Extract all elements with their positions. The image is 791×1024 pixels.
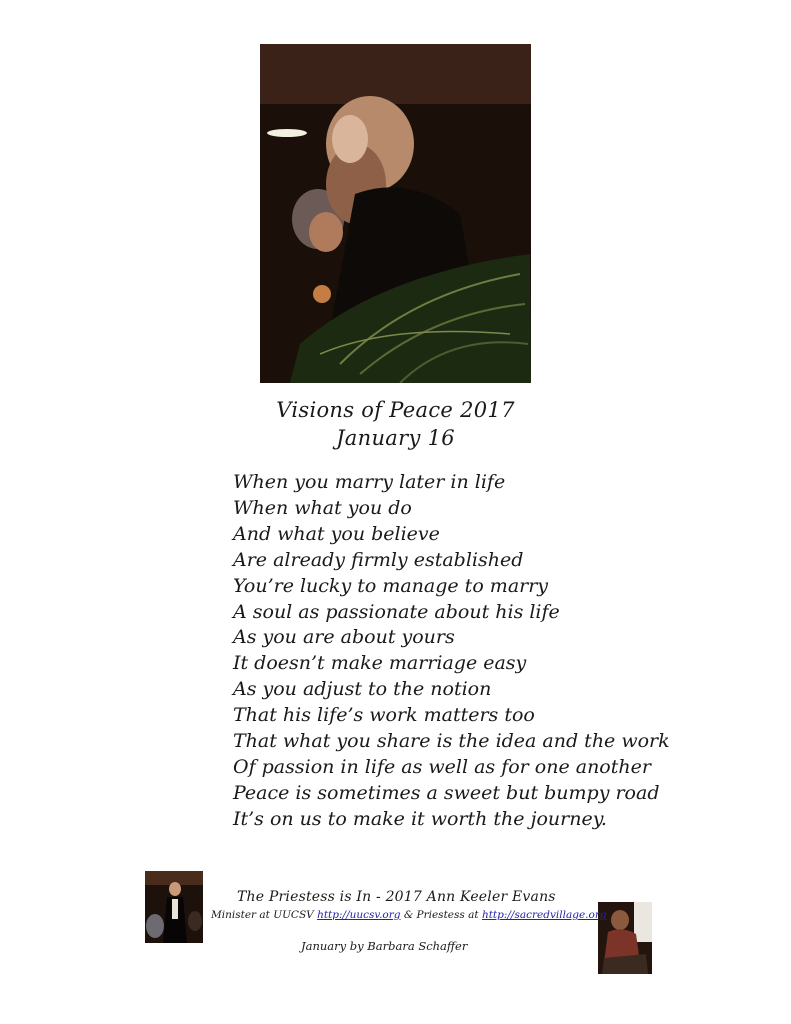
photo-couple-icon	[260, 44, 531, 383]
footer-thumbnail-left	[145, 871, 203, 943]
poem-line: Peace is sometimes a sweet but bumpy road	[233, 781, 660, 804]
poem-line: As you are about yours	[233, 626, 455, 649]
photo-credit: January by Barbara Schaffer	[301, 939, 468, 953]
footer-title: The Priestess is In - 2017 Ann Keeler Evans	[237, 889, 556, 905]
priestess-label: & Priestess at	[400, 909, 482, 921]
uucsv-link[interactable]: http://uucsv.org	[317, 909, 401, 921]
poem-line: You’re lucky to manage to marry	[233, 574, 549, 597]
poem-line: When what you do	[233, 496, 412, 519]
page-title: Visions of Peace 2017	[276, 398, 515, 422]
main-photo	[260, 44, 531, 383]
poem-line: When you marry later in life	[233, 471, 506, 493]
sacred-village-link[interactable]: http://sacredvillage.org	[481, 909, 607, 921]
page-date: January 16	[336, 426, 455, 450]
minister-label: Minister at UUCSV	[211, 909, 318, 921]
photo-performer-icon	[145, 871, 203, 943]
poem-line: That what you share is the idea and the work	[233, 730, 670, 753]
poem-line: That his life’s work matters too	[233, 704, 535, 727]
poem-line: Of passion in life as well as for one another	[233, 755, 651, 778]
poem-line: It’s on us to make it worth the journey.	[233, 807, 607, 830]
poem	[233, 470, 670, 833]
poem-line: A soul as passionate about his life	[233, 600, 560, 623]
poem-line: It doesn’t make marriage easy	[233, 652, 527, 675]
footer-affiliations	[211, 909, 607, 921]
poem-line: And what you believe	[233, 522, 440, 545]
poem-line: As you adjust to the notion	[233, 678, 492, 701]
poem-line: Are already firmly established	[233, 548, 524, 571]
